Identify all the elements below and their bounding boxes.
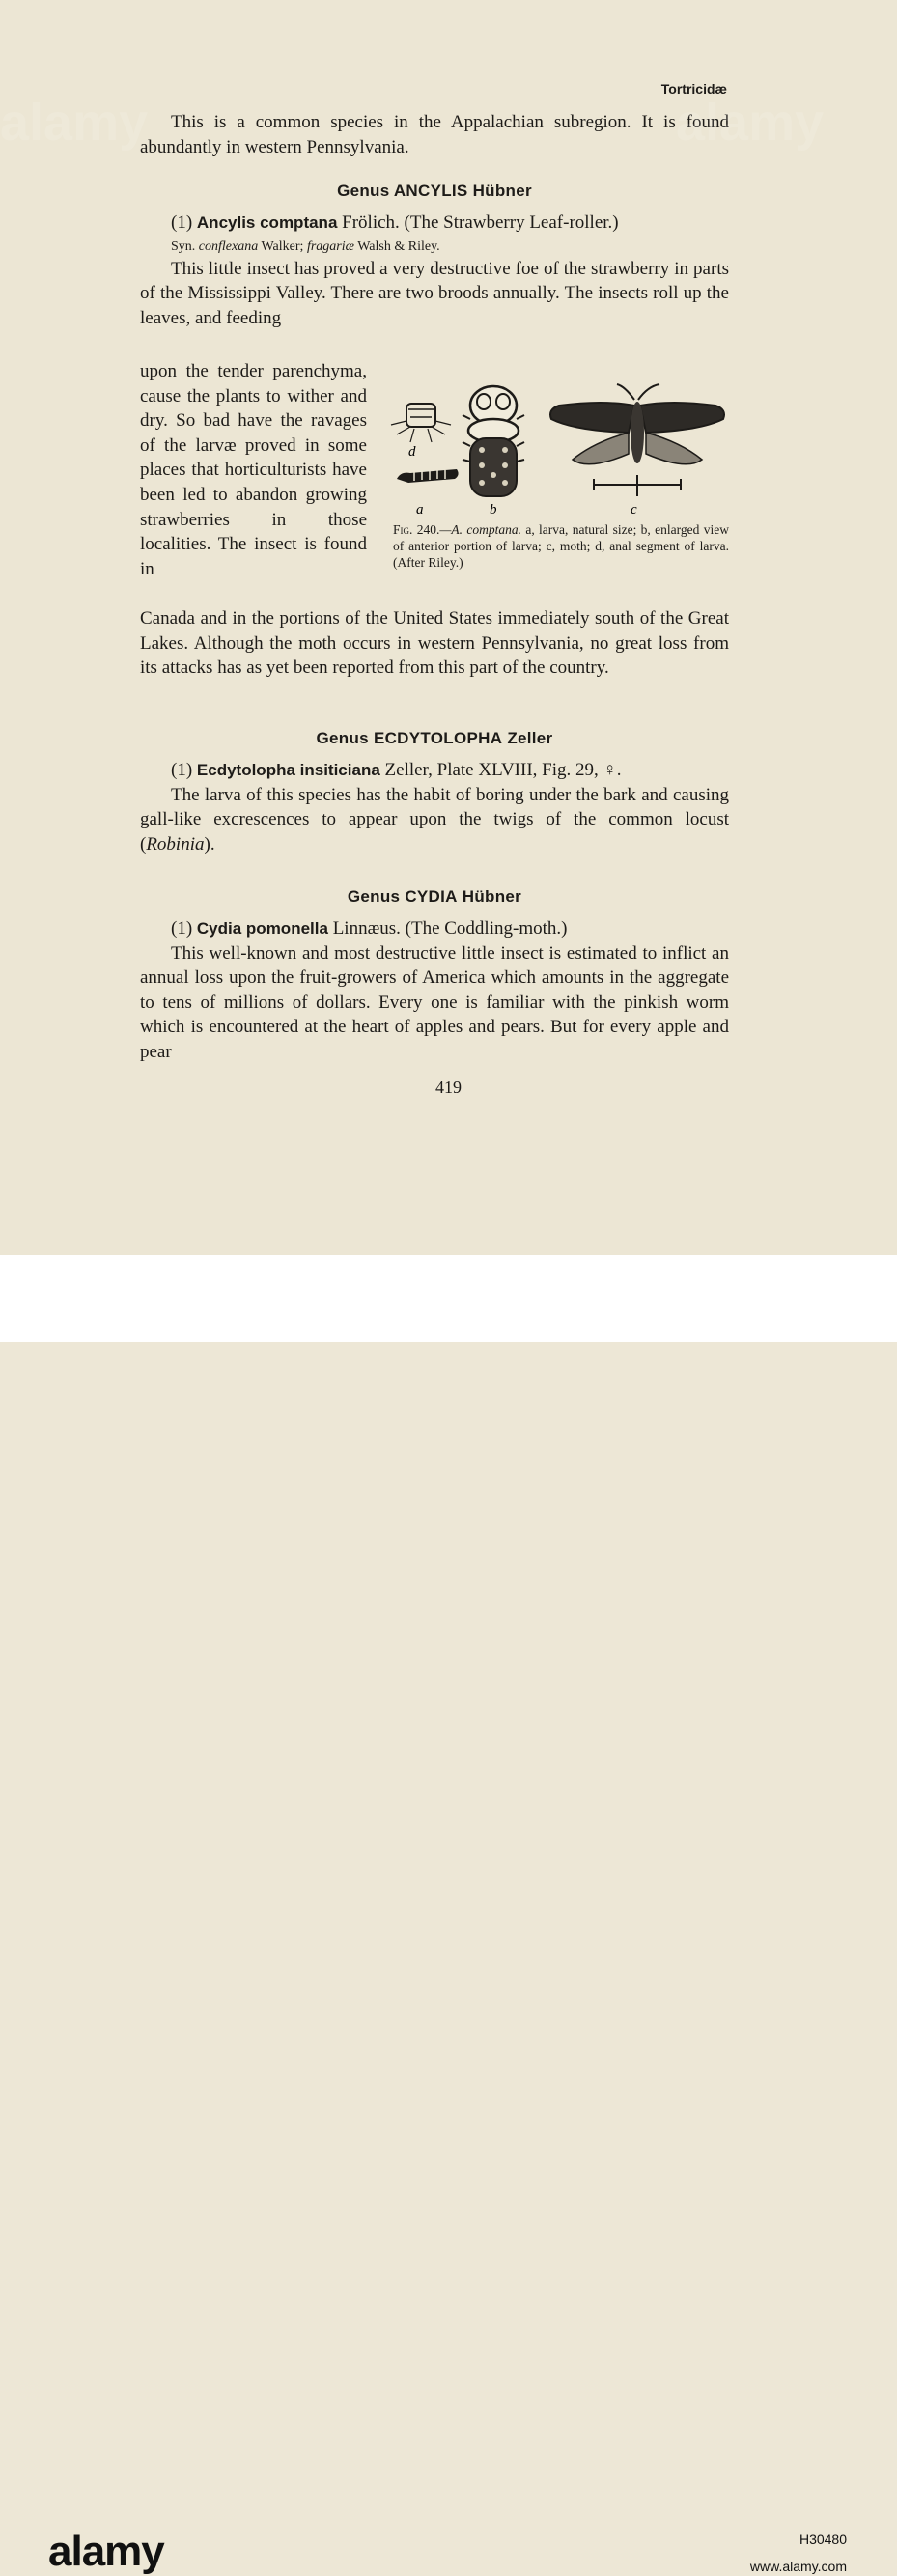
stock-logo: alamy xyxy=(48,2528,164,2575)
ancylis-paragraph-wrap: upon the tender parenchyma, cause the plants to wither and dry. So bad have the ravages of the larvæ proved in some places that horticulturists have been led to abandon growing strawberries in those localities. The insect is found in xyxy=(140,361,367,579)
page-number: 419 xyxy=(435,1078,462,1097)
syn-author: Walker; xyxy=(261,238,304,254)
larva-natural-size-drawing xyxy=(397,469,459,483)
caption-species: —A. comptana. xyxy=(439,522,521,537)
watermark-text: alamy xyxy=(0,94,149,152)
figure-240 xyxy=(381,378,729,596)
caption-figure-number: Fig. 240. xyxy=(393,522,440,537)
label-c: c xyxy=(631,502,637,514)
syn-author: Walsh & Riley. xyxy=(357,238,440,254)
species-number: (1) xyxy=(171,918,193,938)
ancylis-paragraph-1: This little insect has proved a very destructive foe of the strawberry in parts of the Mississippi Valley. There are two broods annually. The insects roll up the leaves, and feeding xyxy=(140,258,729,328)
syn-name: fragariæ xyxy=(306,238,354,254)
genus-author: Hübner xyxy=(472,182,532,200)
species-name: Ancylis comptana xyxy=(196,213,338,232)
running-head: Tortricidæ xyxy=(660,81,727,97)
ecdytolopha-paragraph xyxy=(140,783,729,857)
species-name: Cydia pomonella xyxy=(196,919,328,938)
stock-footer xyxy=(0,1255,897,2575)
ancylis-paragraph-2: Canada and in the portions of the United States immediately south of the Great Lakes. Although the moth occurs in western Pennsylvania, no great loss from its attacks has as yet been reported from this part of the country. xyxy=(140,608,729,679)
syn-name: conflexana xyxy=(198,238,259,254)
species-author-common: Linnæus. (The Coddling-moth.) xyxy=(332,918,568,938)
genus-heading-ecdytolopha xyxy=(140,729,729,748)
genus-name: Genus ECDYTOLOPHA xyxy=(316,729,503,747)
species-line-ecdytolopha xyxy=(140,758,729,783)
stock-image-id: H30480 xyxy=(799,2532,847,2547)
species-name: Ecdytolopha insiticiana xyxy=(196,761,380,779)
genus-italic: Robinia xyxy=(146,833,205,854)
cydia-section xyxy=(140,887,729,1065)
paragraph-text-end: ). xyxy=(204,833,215,854)
genus-author: Hübner xyxy=(462,887,522,906)
anal-segment-drawing xyxy=(391,404,451,442)
species-number: (1) xyxy=(171,212,193,233)
book-page xyxy=(0,0,897,1255)
cydia-paragraph: This well-known and most destructive little insect is estimated to inflict an annual loss upon the fruit-growers of America which amounts in the aggregate to tens of millions of dollars. Every one is familiar with the pinkish worm which is encountered at the heart of apples and pears. But for every apple and pear xyxy=(140,942,729,1062)
genus-heading-ancylis xyxy=(140,182,729,201)
caption-text: a, larva, natural size; b, enlarged view of anterior portion of larva; c, moth; d, anal segment of larva. (After Riley.) xyxy=(393,522,729,570)
ancylis-continuation xyxy=(140,606,729,681)
ecdytolopha-section xyxy=(140,729,729,856)
synonymy xyxy=(171,238,729,257)
genus-name: Genus ANCYLIS xyxy=(337,182,468,200)
species-author-common: Frölich. (The Strawberry Leaf-roller.) xyxy=(342,212,619,233)
stock-url: www.alamy.com xyxy=(749,2559,847,2574)
species-line-cydia xyxy=(140,916,729,941)
figure-caption xyxy=(393,521,729,571)
intro-block xyxy=(140,110,729,159)
species-line-ancylis xyxy=(140,210,729,236)
species-number: (1) xyxy=(171,760,193,780)
enlarged-larva-drawing xyxy=(463,386,524,496)
species-author-plate: Zeller, Plate XLVIII, Fig. 29, ♀. xyxy=(384,760,622,780)
intro-paragraph: This is a common species in the Appalachian subregion. It is found abundantly in western Pennsylvania. xyxy=(140,112,729,157)
label-d: d xyxy=(408,444,416,460)
watermark-text: alamy xyxy=(676,94,825,152)
label-b: b xyxy=(490,502,497,514)
ancylis-section xyxy=(140,182,729,330)
figure-illustration xyxy=(381,378,729,514)
syn-prefix: Syn. xyxy=(171,238,196,254)
label-a: a xyxy=(416,502,424,514)
paragraph-text: The larva of this species has the habit of boring under the bark and causing gall-like excrescences to appear upon the twigs of the common locust ( xyxy=(140,784,729,854)
genus-heading-cydia xyxy=(140,887,729,907)
genus-name: Genus CYDIA xyxy=(347,887,458,906)
moth-drawing xyxy=(550,384,724,496)
genus-author: Zeller xyxy=(507,729,553,747)
